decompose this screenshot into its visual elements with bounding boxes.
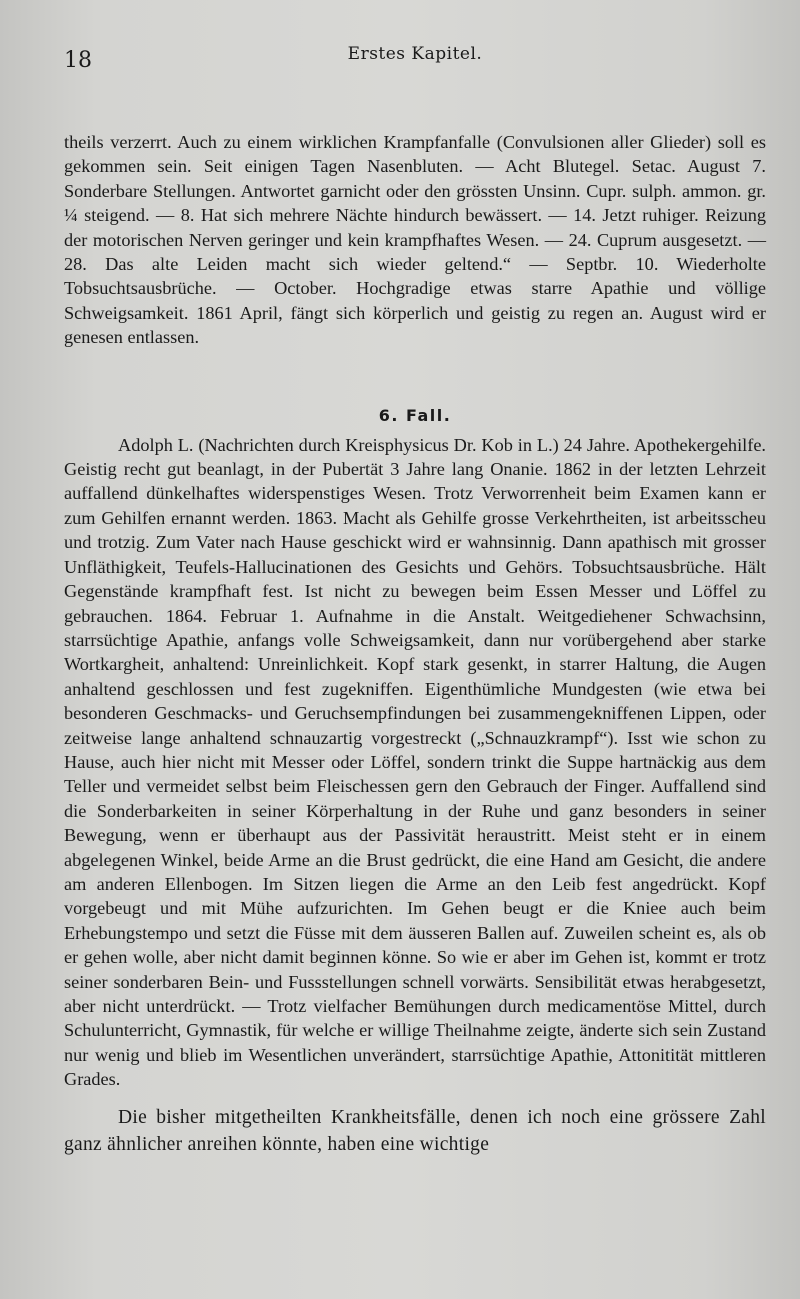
paragraph-conclusion: Die bisher mitgetheilten Krankheitsfälle, denen ich noch eine grössere Zahl ganz ähnlicher anreihen könnte, haben eine wichtige	[64, 1106, 766, 1155]
running-head: Erstes Kapitel.	[347, 44, 483, 64]
page-number: 18	[64, 48, 92, 73]
page-header	[64, 40, 766, 84]
paragraph-case-6: Adolph L. (Nachrichten durch Kreisphysicus Dr. Kob in L.) 24 Jahre. Apothekergehilfe. Geistig recht gut beanlagt, in der Pubertät 3 Jahre lang Onanie. 1862 in der letzten Lehrzeit auffallend dünkelhaftes widerspenstiges Wesen. Trotz Verworrenheit beim Examen kann er zum Gehilfen ernannt werden. 1863. Macht als Gehilfe grosse Verkehrtheiten, ist arbeitsscheu und trotzig. Zum Vater nach Hause geschickt wird er wahnsinnig. Dann apathisch mit grosser Unfläthigkeit, Teufels-Hallucinationen des Gesichts und Gehörs. Tobsuchtsausbrüche. Hält Gegenstände krampfhaft fest. Ist nicht zu bewegen beim Essen Messer und Löffel zu gebrauchen. 1864. Februar 1. Aufnahme in die Anstalt. Weitgediehener Schwachsinn, starrsüchtige Apathie, anfangs volle Schweigsamkeit, dann nur vorübergehend aber starke Wortkargheit, anhaltend: Unreinlichkeit. Kopf stark gesenkt, in starrer Haltung, die Augen anhaltend geschlossen und fest zugekniffen. Eigenthümliche Mundgesten (wie etwa bei besonderen Geschmacks- und Geruchsempfindungen bei zusammengekniffenen Lippen, oder zeitweise lange anhaltend schnauzartig vorgestreckt („Schnauzkrampf“). Isst wie schon zu Hause, auch hier nicht mit Messer oder Löffel, sondern trinkt die Suppe hartnäckig aus dem Teller und vermeidet selbst beim Fleischessen gern den Gebrauch der Finger. Auffallend sind die Sonderbarkeiten in seiner Körperhaltung in der Ruhe und ganz besonders in seiner Bewegung, wenn er überhaupt aus der Passivität heraustritt. Meist steht er in einem abgelegenen Winkel, beide Arme an die Brust gedrückt, die eine Hand am Gesicht, die andere am anderen Ellenbogen. Im Sitzen liegen die Arme an den Leib fest angedrückt. Kopf vorgebeugt und mit Mühe aufzurichten. Im Gehen beugt er die Kniee auch beim Erhebungstempo und setzt die Füsse mit dem äusseren Ballen auf. Zuweilen scheint es, als ob er gehen wolle, aber nicht damit beginnen könne. So wie er aber im Gehen ist, kommt er trotz seiner sonderbaren Bein- und Fussstellungen schnell vorwärts. Sensibilität etwas herabgesetzt, aber nicht unterdrückt. — Trotz vielfacher Bemühungen durch medicamentöse Mittel, durch Schulunterricht, Gymnastik, für welche er willige Theilnahme zeigte, änderte sich sein Zustand nur wenig und blieb im Wesentlichen unverändert, starrsüchtige Apathie, Attonitität mittleren Grades.	[64, 434, 766, 1090]
case-heading: 6. Fall.	[378, 405, 452, 425]
paragraph-case-5-continuation: theils verzerrt. Auch zu einem wirklichen Krampfanfalle (Convulsionen aller Glieder) soll es gekommen sein. Seit einigen Tagen Nasenbluten. — Acht Blutegel. Setac. August 7. Sonderbare Stellungen. Antwortet garnicht oder den grössten Unsinn. Cupr. sulph. ammon. gr. ¼ steigend. — 8. Hat sich mehrere Nächte hindurch bewässert. — 14. Jetzt ruhiger. Reizung der motorischen Nerven geringer und kein krampfhaftes Wesen. — 24. Cuprum ausgesetzt. — 28. Das alte Leiden macht sich wieder geltend.“ — Septbr. 10. Wiederholte Tobsuchtsausbrüche. — October. Hochgradige etwas starre Apathie und völlige Schweigsamkeit. 1861 April, fängt sich körperlich und geistig zu regen an. August wird er genesen entlassen.	[64, 132, 766, 348]
